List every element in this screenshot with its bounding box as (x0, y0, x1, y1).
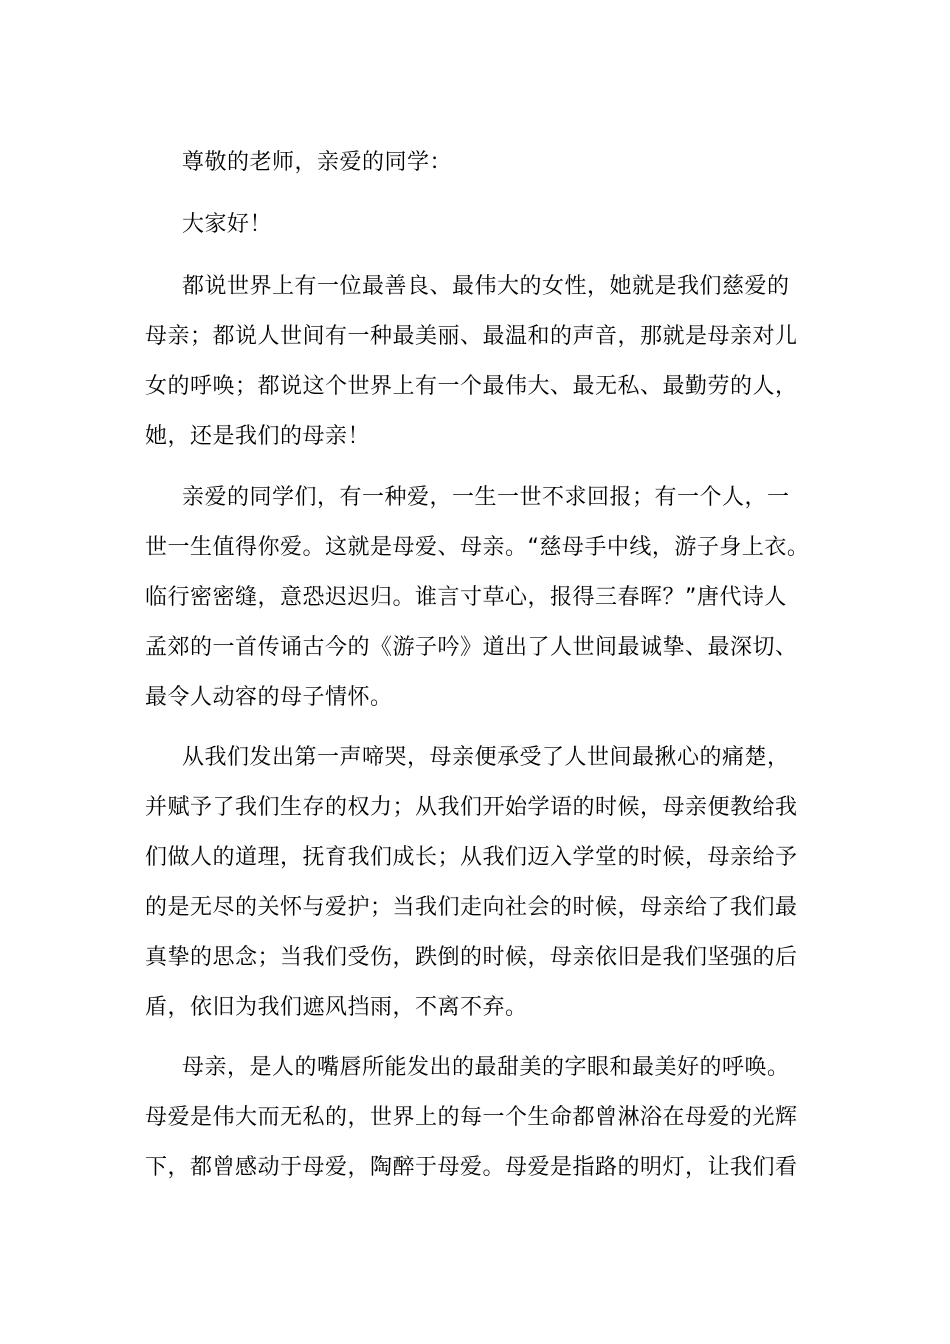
paragraph-line: 她，还是我们的母亲！ (145, 424, 371, 449)
paragraph-line: 下，都曾感动于母爱，陶醉于母爱。母爱是指路的明灯，让我们看 (145, 1155, 798, 1180)
paragraph-line: 最令人动容的母子情怀。 (145, 685, 393, 710)
salutation (145, 138, 805, 188)
paragraph-line: 们做人的道理，抚育我们成长；从我们迈入学堂的时候，母亲给予 (145, 845, 798, 870)
salutation-text: 尊敬的老师，亲爱的同学： (182, 150, 453, 175)
paragraph-line: 的是无尽的关怀与爱护；当我们走向社会的时候，母亲给了我们最 (145, 895, 798, 920)
greeting-text: 大家好！ (182, 212, 273, 237)
paragraph-line: 亲爱的同学们，有一种爱，一生一世不求回报；有一个人，一 (182, 485, 790, 510)
paragraph-line: 临行密密缝，意恐迟迟归。谁言寸草心，报得三春晖？”唐代诗人 (145, 585, 787, 610)
paragraph-line: 孟郊的一首传诵古今的《游子吟》道出了人世间最诚挚、最深切、 (145, 635, 798, 660)
paragraph-line: 都说世界上有一位最善良、最伟大的女性，她就是我们慈爱的 (182, 274, 790, 299)
paragraph-3 (145, 733, 805, 1033)
paragraph-4 (145, 1043, 805, 1193)
paragraph-line: 真挚的思念；当我们受伤，跌倒的时候，母亲依旧是我们坚强的后 (145, 945, 798, 970)
paragraph-line: 女的呼唤；都说这个世界上有一个最伟大、最无私、最勤劳的人， (145, 374, 798, 399)
paragraph-2 (145, 473, 810, 723)
paragraph-line: 从我们发出第一声啼哭，母亲便承受了人世间最揪心的痛楚， (182, 745, 790, 770)
greeting (145, 200, 805, 250)
paragraph-line: 母亲；都说人世间有一种最美丽、最温和的声音，那就是母亲对儿 (145, 324, 798, 349)
paragraph-1 (145, 262, 805, 462)
paragraph-line: 并赋予了我们生存的权力；从我们开始学语的时候，母亲便教给我 (145, 795, 798, 820)
paragraph-line: 世一生值得你爱。这就是母爱、母亲。“慈母手中线，游子身上衣。 (145, 535, 810, 560)
paragraph-line: 母爱是伟大而无私的，世界上的每一个生命都曾淋浴在母爱的光辉 (145, 1105, 798, 1130)
paragraph-line: 盾，依旧为我们遮风挡雨，不离不弃。 (145, 995, 528, 1020)
paragraph-line: 母亲，是人的嘴唇所能发出的最甜美的字眼和最美好的呼唤。 (182, 1055, 790, 1080)
